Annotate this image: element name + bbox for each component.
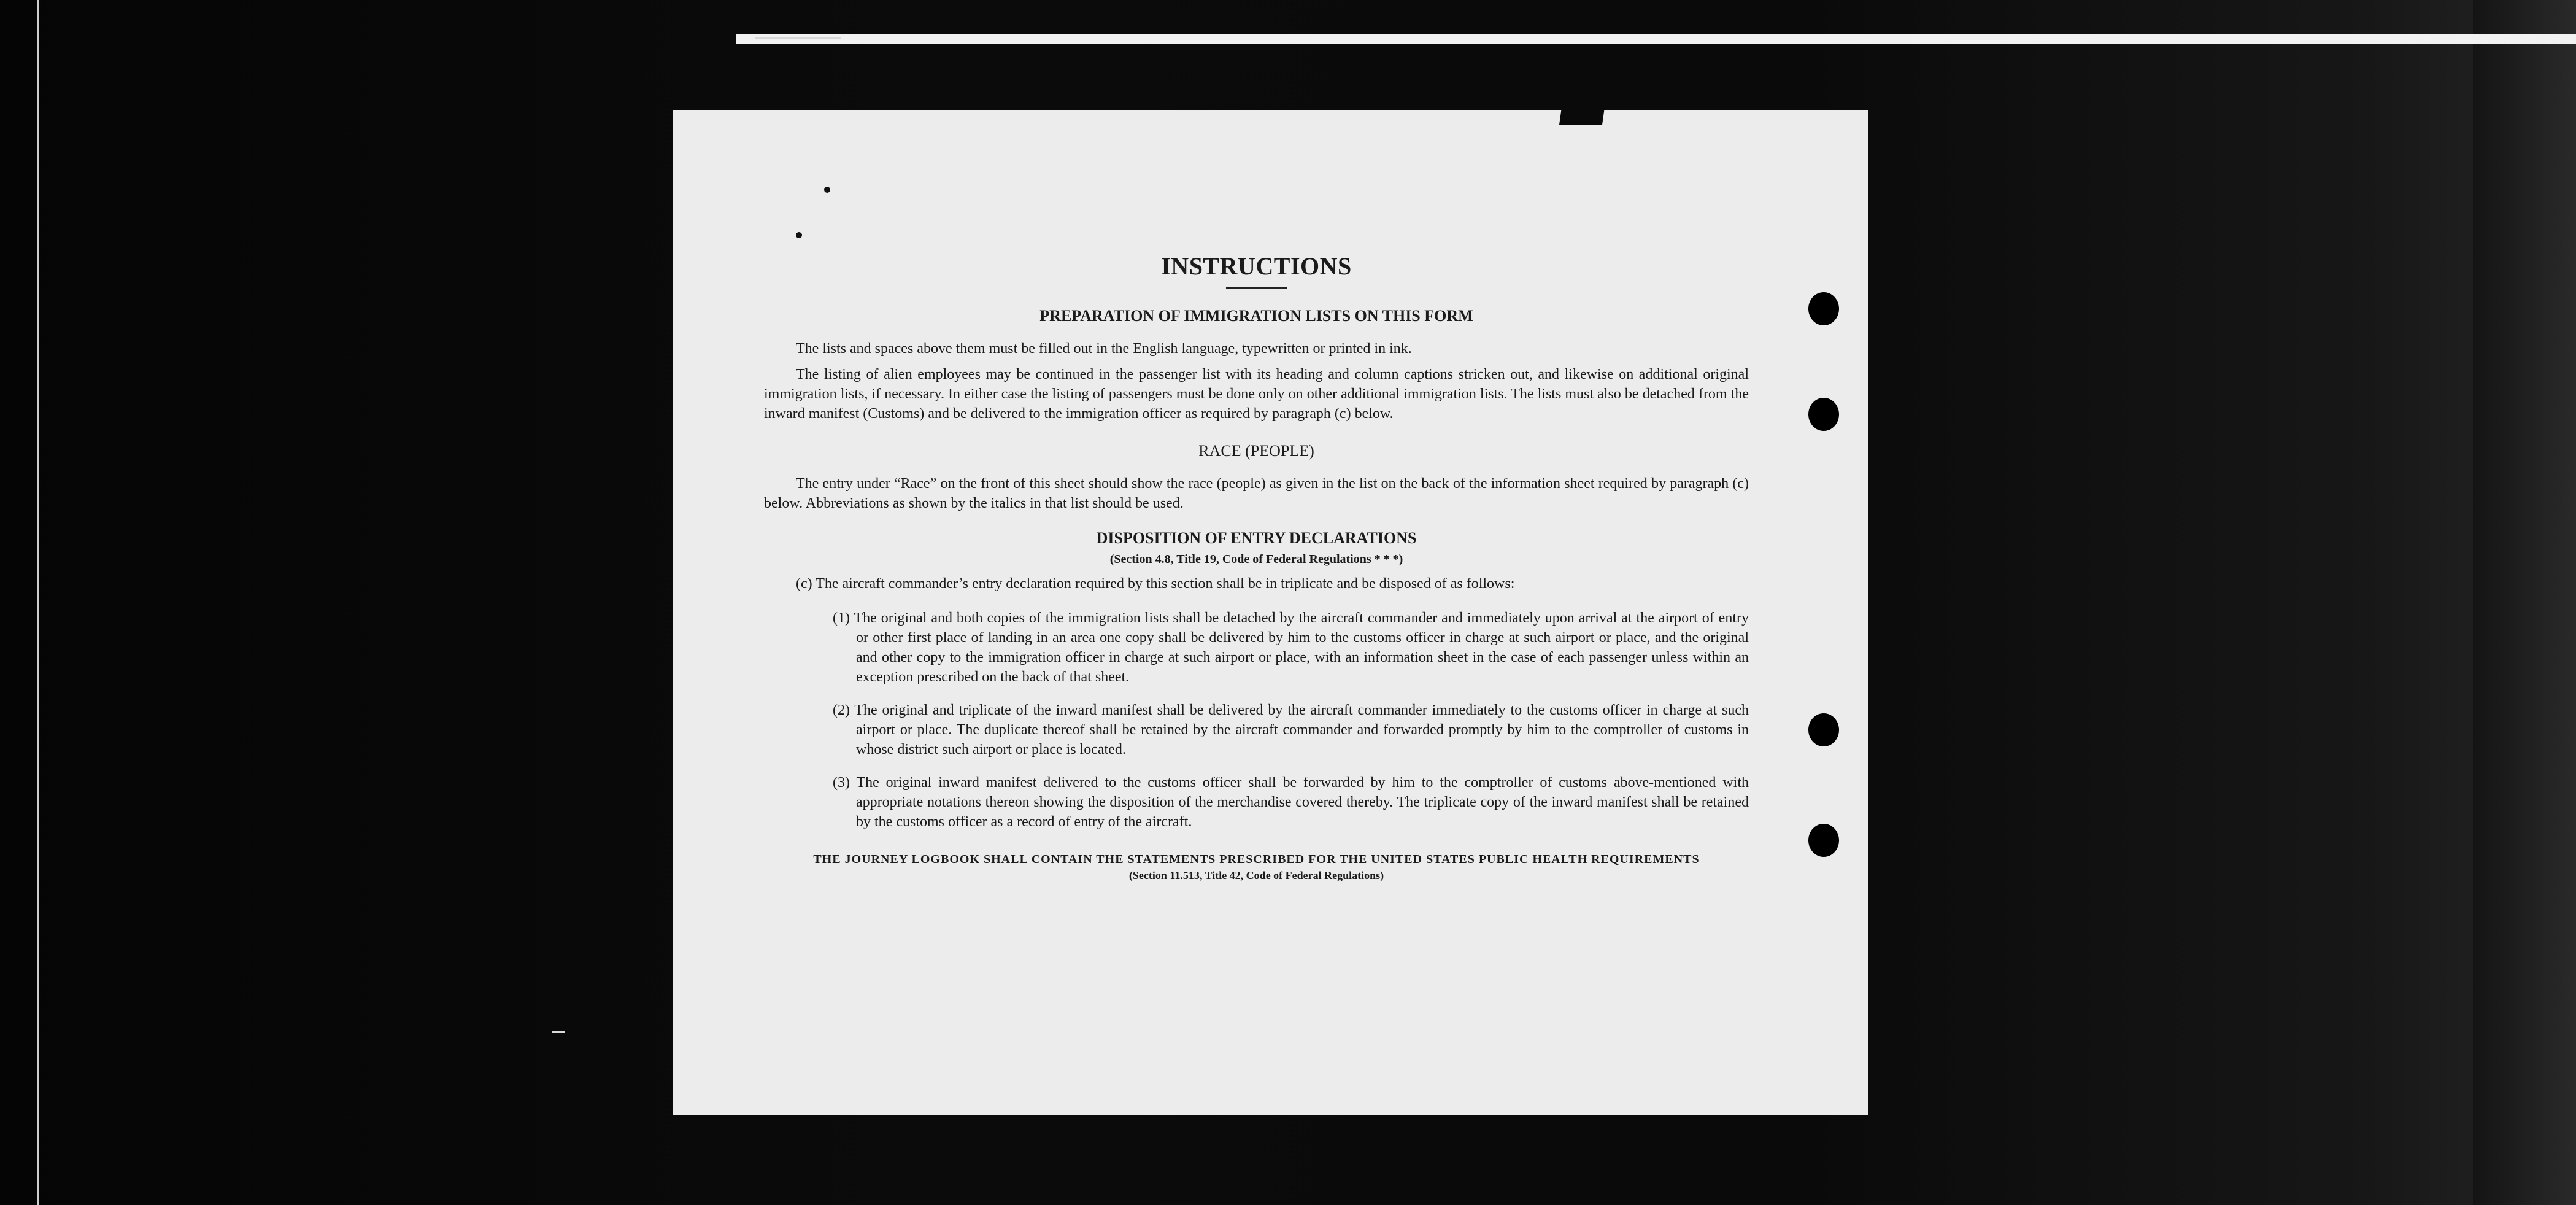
title-rule xyxy=(1226,287,1287,289)
logbook-citation: (Section 11.513, Title 42, Code of Federal Regulations) xyxy=(1128,869,1384,881)
instructions-text xyxy=(764,252,1749,882)
disposition-heading: DISPOSITION OF ENTRY DECLARATIONS xyxy=(1096,529,1417,547)
punch-hole xyxy=(1808,713,1839,746)
page-speck xyxy=(824,187,830,193)
page-speck xyxy=(796,232,802,238)
scan-top-edge xyxy=(736,34,2576,44)
punch-hole xyxy=(1808,398,1839,431)
disposition-item: (3) The original inward manifest delivered to the customs officer shall be forwarded by him to the comptroller of customs above-mentioned with appropriate notations thereon showing the disposition of the merchandise covered thereby. The triplicate copy of the inward manifest shall be retained by the customs officer as a record of entry of the aircraft. xyxy=(833,775,1749,830)
disposition-item: (1) The original and both copies of the immigration lists shall be detached by the aircraft commander and immediately upon arrival at the airport of entry or other first place of landing in an area one copy shall be delivered by him to the customs officer in charge at such airport or place, and the original and other copy to the immigration officer in charge at such airport or place, with an information sheet in the case of each passenger unless within an exception prescribed on the back of that sheet. xyxy=(833,610,1749,685)
immigration-paragraph: The lists and spaces above them must be filled out in the English language, typewritten or printed in ink. xyxy=(796,341,1412,357)
race-paragraph: The entry under “Race” on the front of this sheet should show the race (people) as given in the list on the back of the information sheet required by paragraph (c) below. Abbreviations as shown by the italics in that list should be used. xyxy=(764,476,1749,511)
immigration-heading: PREPARATION OF IMMIGRATION LISTS ON THIS FORM xyxy=(1039,307,1473,325)
scan-left-edge xyxy=(37,0,39,1205)
disposition-item: (2) The original and triplicate of the inward manifest shall be delivered by the aircraft commander immediately to the customs officer in charge at such airport or place. The duplicate thereof shall be retained by the aircraft commander and forwarded promptly by him to the comptroller of customs in whose district such airport or place is located. xyxy=(833,702,1749,757)
disposition-intro: (c) The aircraft commander’s entry declaration required by this section shall be in triplicate and be disposed of as follows: xyxy=(796,576,1515,592)
page-title: INSTRUCTIONS xyxy=(1161,252,1352,280)
disposition-citation: (Section 4.8, Title 19, Code of Federal Regulations * * *) xyxy=(1109,552,1403,566)
race-heading: RACE (PEOPLE) xyxy=(1198,442,1314,460)
scan-scratch xyxy=(552,1031,565,1033)
document-page xyxy=(673,110,1868,1115)
immigration-paragraph: The listing of alien employees may be continued in the passenger list with its heading and column captions stricken out, and likewise on additional original immigration lists, if necessary. In either case the listing of passengers must be done only on other additional immigration lists. The lists must also be detached from the inward manifest (Customs) and be delivered to the immigration officer as required by paragraph (c) below. xyxy=(764,366,1749,422)
scan-edge-strip xyxy=(2473,0,2576,1205)
punch-hole xyxy=(1808,824,1839,857)
scan-scratch xyxy=(755,37,841,39)
logbook-statement: THE JOURNEY LOGBOOK SHALL CONTAIN THE STATEMENTS PRESCRIBED FOR THE UNITED STATES PUBLIC HEALTH REQUIREMENTS xyxy=(813,853,1700,866)
page-tear xyxy=(1559,107,1605,125)
punch-hole xyxy=(1808,292,1839,325)
